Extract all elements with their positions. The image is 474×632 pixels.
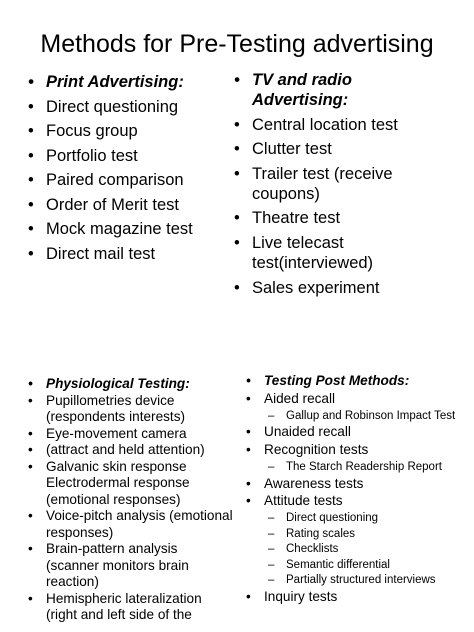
- print-advertising-list: [28, 70, 233, 266]
- list-item: • Live telecast test(interviewed): [234, 233, 434, 273]
- tv-radio-heading-line1: TV and radio: [252, 71, 352, 89]
- list-item: • Unaided recall: [246, 424, 472, 441]
- list-item: • Attitude tests: [246, 493, 472, 510]
- tv-radio-heading-line2: Advertising:: [252, 91, 349, 109]
- list-item: • Aided recall: [246, 391, 472, 408]
- list-item: • (attract and held attention): [28, 442, 233, 459]
- list-item: • Direct mail test: [28, 242, 233, 267]
- list-item: • Sales experiment: [234, 278, 434, 298]
- list-item: • Theatre test: [234, 208, 434, 228]
- list-item: • Mock magazine test: [28, 217, 233, 242]
- tv-radio-heading: [234, 70, 434, 110]
- sub-list-item: – Partially structured interviews: [246, 573, 472, 587]
- list-item: • Hemispheric lateralization (right and left side of the: [28, 591, 233, 624]
- list-item: • Eye-movement camera: [28, 426, 233, 443]
- tv-radio-advertising-list: [234, 70, 434, 302]
- list-item: • Awareness tests: [246, 476, 472, 493]
- sub-list-item: – Direct questioning: [246, 511, 472, 525]
- list-item: • Focus group: [28, 119, 233, 144]
- physiological-testing-list: [28, 376, 233, 624]
- list-item: • Pupillometries device (respondents interests): [28, 393, 233, 426]
- testing-post-methods-heading: • Testing Post Methods:: [246, 373, 472, 390]
- list-item: • Central location test: [234, 115, 434, 135]
- sub-list-item: – The Starch Readership Report: [246, 460, 472, 474]
- list-item: • Paired comparison: [28, 168, 233, 193]
- list-item: • Brain-pattern analysis (scanner monitors brain reaction): [28, 541, 233, 591]
- slide-divider: [0, 343, 474, 344]
- testing-post-methods-list: [246, 373, 472, 607]
- sub-list-item: – Checklists: [246, 542, 472, 556]
- list-item: • Portfolio test: [28, 144, 233, 169]
- sub-list-item: – Semantic differential: [246, 558, 472, 572]
- list-item: • Inquiry tests: [246, 589, 472, 606]
- list-item: • Clutter test: [234, 139, 434, 159]
- list-item: • Voice-pitch analysis (emotional responses): [28, 508, 233, 541]
- physiological-testing-heading: • Physiological Testing:: [28, 376, 233, 393]
- list-item: • Direct questioning: [28, 95, 233, 120]
- sub-list-item: – Rating scales: [246, 527, 472, 541]
- list-item: • Galvanic skin response Electrodermal response (emotional responses): [28, 459, 233, 509]
- sub-list-item: – Gallup and Robinson Impact Test: [246, 409, 472, 423]
- print-advertising-heading: • Print Advertising:: [28, 70, 233, 95]
- list-item: • Recognition tests: [246, 442, 472, 459]
- page-title: Methods for Pre-Testing advertising: [40, 30, 434, 58]
- list-item: • Trailer test (receive coupons): [234, 164, 434, 204]
- list-item: • Order of Merit test: [28, 193, 233, 218]
